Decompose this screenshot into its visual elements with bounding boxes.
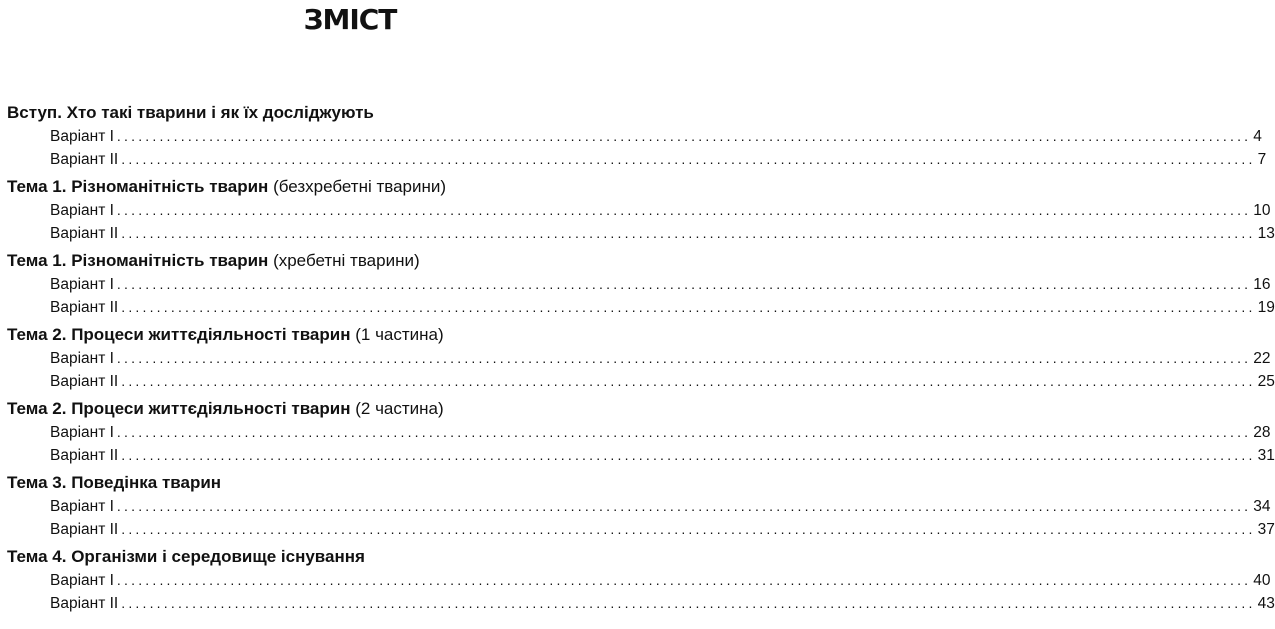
- section-heading-sub: (1 частина): [355, 325, 444, 344]
- page-number: 22: [1253, 350, 1271, 367]
- toc-entry[interactable]: [7, 222, 1275, 245]
- page-number: 25: [1257, 373, 1275, 390]
- toc-entry[interactable]: [7, 370, 1275, 393]
- section-heading-sub: (2 частина): [355, 399, 444, 418]
- page-number: 13: [1257, 225, 1275, 242]
- section-heading: [7, 175, 695, 199]
- dot-leader: ................................................................................................................................................................: [116, 498, 1252, 514]
- page-number: 34: [1253, 498, 1271, 515]
- entry-label: Варіант II: [50, 447, 119, 464]
- dot-leader: ................................................................................................................................................................: [121, 521, 1256, 537]
- toc-entry[interactable]: [7, 421, 1271, 444]
- section-heading-main: Тема 3. Поведінка тварин: [7, 473, 222, 492]
- entry-label: Варіант I: [50, 350, 114, 367]
- entry-label: Варіант II: [50, 373, 119, 390]
- dot-leader: ................................................................................................................................................................: [116, 424, 1252, 440]
- toc-section-topic3: [7, 471, 1275, 541]
- page-number: 19: [1257, 299, 1275, 316]
- toc-section-topic2-part2: [7, 397, 1275, 467]
- page-number: 4: [1253, 128, 1262, 145]
- entry-label: Варіант I: [50, 572, 114, 589]
- toc-entry[interactable]: [7, 592, 1275, 615]
- dot-leader: ................................................................................................................................................................: [121, 151, 1256, 167]
- dot-leader: ................................................................................................................................................................: [121, 299, 1256, 315]
- page-number: 37: [1257, 521, 1275, 538]
- dot-leader: ................................................................................................................................................................: [116, 572, 1252, 588]
- toc-entry[interactable]: [7, 296, 1275, 319]
- toc-entry[interactable]: [7, 347, 1271, 370]
- section-heading: [7, 545, 695, 569]
- entry-label: Варіант II: [50, 151, 119, 168]
- dot-leader: ................................................................................................................................................................: [116, 350, 1252, 366]
- dot-leader: ................................................................................................................................................................: [116, 128, 1252, 144]
- toc-section-topic4: [7, 545, 1275, 615]
- entry-label: Варіант II: [50, 299, 119, 316]
- section-heading: [7, 323, 695, 347]
- toc-section-intro: [7, 101, 1267, 171]
- section-heading-main: Тема 2. Процеси життєдіяльності тварин: [7, 399, 351, 418]
- page-number: 7: [1257, 151, 1267, 168]
- entry-label: Варіант I: [50, 424, 114, 441]
- dot-leader: ................................................................................................................................................................: [121, 447, 1256, 463]
- page-number: 31: [1257, 447, 1275, 464]
- page-number: 28: [1253, 424, 1271, 441]
- section-heading: [7, 397, 695, 421]
- toc-section-topic2-part1: [7, 323, 1275, 393]
- page-number: 10: [1253, 202, 1271, 219]
- dot-leader: ................................................................................................................................................................: [121, 595, 1256, 611]
- page-number: 40: [1253, 572, 1271, 589]
- dot-leader: ................................................................................................................................................................: [121, 225, 1256, 241]
- section-heading-main: Тема 1. Різноманітність тварин: [7, 251, 269, 270]
- page-number: 16: [1253, 276, 1271, 293]
- toc-section-topic1-vertebrates: [7, 249, 1275, 319]
- toc-section-topic1-invertebrates: [7, 175, 1275, 245]
- toc-entry[interactable]: [7, 273, 1271, 296]
- entry-label: Варіант II: [50, 521, 119, 538]
- section-heading-main: Тема 2. Процеси життєдіяльності тварин: [7, 325, 351, 344]
- toc-entry[interactable]: [7, 444, 1275, 467]
- entry-label: Варіант II: [50, 225, 119, 242]
- entry-label: Варіант II: [50, 595, 119, 612]
- section-heading-main: Тема 4. Організми і середовище існування: [7, 547, 365, 566]
- toc-entry[interactable]: [7, 125, 1262, 148]
- section-heading-main: Вступ. Хто такі тварини і як їх досліджують: [7, 103, 374, 122]
- toc-entry[interactable]: [7, 495, 1271, 518]
- section-heading: [7, 471, 695, 495]
- section-heading-sub: (хребетні тварини): [273, 251, 420, 270]
- dot-leader: ................................................................................................................................................................: [116, 276, 1252, 292]
- toc-entry[interactable]: [7, 518, 1275, 541]
- toc-entry[interactable]: [7, 148, 1267, 171]
- dot-leader: ................................................................................................................................................................: [116, 202, 1252, 218]
- page-number: 43: [1257, 595, 1275, 612]
- entry-label: Варіант I: [50, 202, 114, 219]
- toc-entry[interactable]: [7, 569, 1271, 592]
- page-title: ЗМІСТ: [303, 3, 397, 36]
- section-heading-sub: (безхребетні тварини): [273, 177, 447, 196]
- toc-entry[interactable]: [7, 199, 1271, 222]
- section-heading: [7, 249, 695, 273]
- table-of-contents: [7, 101, 1275, 615]
- dot-leader: ................................................................................................................................................................: [121, 373, 1256, 389]
- entry-label: Варіант I: [50, 276, 114, 293]
- section-heading: [7, 101, 695, 125]
- entry-label: Варіант I: [50, 128, 114, 145]
- entry-label: Варіант I: [50, 498, 114, 515]
- section-heading-main: Тема 1. Різноманітність тварин: [7, 177, 269, 196]
